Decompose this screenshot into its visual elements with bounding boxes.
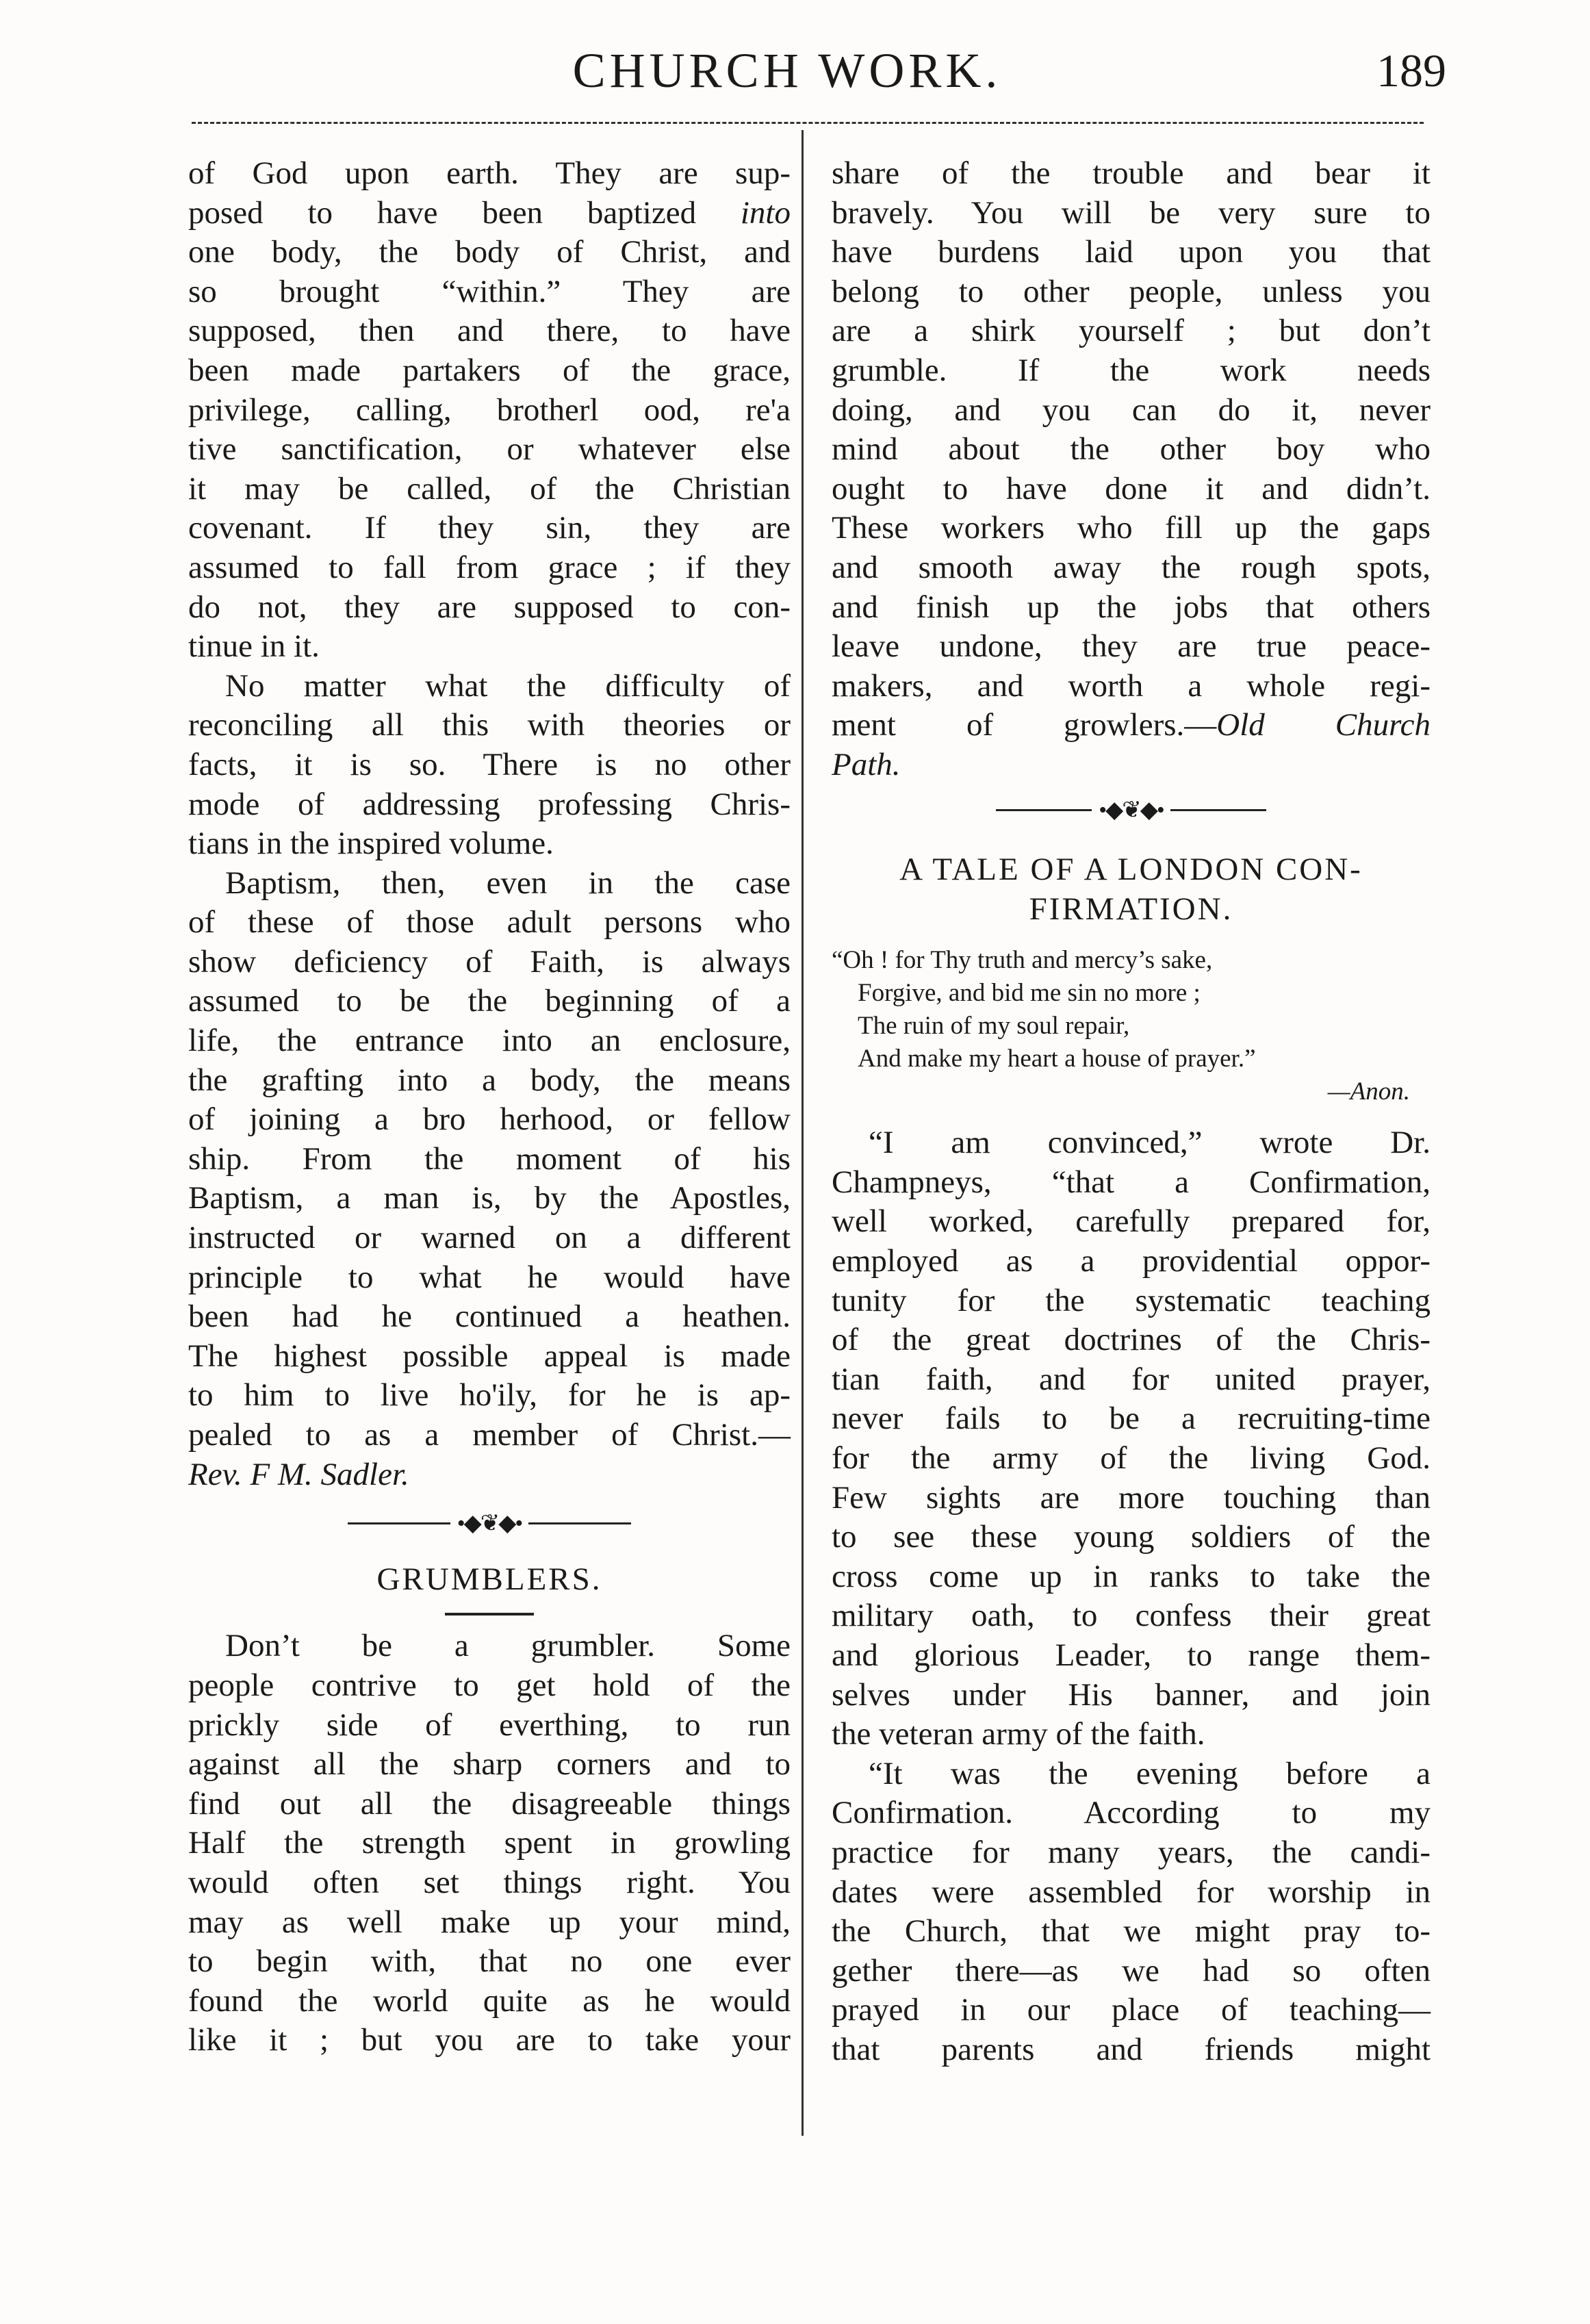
text-line: and glorious Leader, to range them- <box>832 1637 1431 1673</box>
paragraph-baptism-continued <box>188 154 791 667</box>
text-line: instructed or warned on a different <box>188 1220 791 1256</box>
paragraph-grumblers <box>188 1626 791 2060</box>
text-line: doing, and you can do it, never <box>832 392 1431 428</box>
text-line: of God upon earth. They are sup- <box>188 155 791 191</box>
poem-line: Forgive, and bid me sin no more ; <box>858 979 1201 1008</box>
flourish-icon: •◆❦◆• <box>457 1511 522 1537</box>
text-line: share of the trouble and bear it <box>832 155 1431 191</box>
text-line: military oath, to confess their great <box>832 1598 1431 1634</box>
text-line: Baptism, then, even in the case <box>225 865 791 901</box>
ornament-bar <box>528 1522 631 1524</box>
text-line: and finish up the jobs that others <box>832 589 1431 625</box>
text-line: ment of growlers.—Old Church <box>832 707 1431 743</box>
text-line: Champneys, “that a Confirmation, <box>832 1164 1431 1200</box>
paragraph-champneys <box>832 1123 1431 1754</box>
text-line: bravely. You will be very sure to <box>832 194 1431 231</box>
text-line: dates were assembled for worship in <box>832 1874 1431 1910</box>
text-line: to begin with, that no one ever <box>188 1943 791 1980</box>
text-line: one body, the body of Christ, and <box>188 234 791 270</box>
flourish-icon: •◆❦◆• <box>1099 797 1164 823</box>
text-line: grumble. If the work needs <box>832 352 1431 388</box>
emphasis-word: into <box>740 194 791 231</box>
text-line: may as well make up your mind, <box>188 1904 791 1940</box>
text-line: privilege, calling, brotherl ood, re'a <box>188 392 791 428</box>
text-line: makers, and worth a whole regi- <box>832 667 1431 704</box>
poem-line: “Oh ! for Thy truth and mercy’s sake, <box>832 946 1213 975</box>
text-line: tians in the inspired volume. <box>188 826 554 862</box>
text-line: assumed to be the beginning of a <box>188 983 791 1019</box>
text-line: facts, it is so. There is no other <box>188 746 791 782</box>
paragraph-no-matter <box>188 667 791 864</box>
text-line: selves under His banner, and join <box>832 1676 1431 1713</box>
text-line: of these of those adult persons who <box>188 904 791 941</box>
text-line: like it ; but you are to take your <box>188 2022 791 2058</box>
text-line: that parents and friends might <box>832 2031 1431 2067</box>
text-line: show deficiency of Faith, is always <box>188 943 791 980</box>
text-line: the Church, that we might pray to- <box>832 1913 1431 1950</box>
text-line: gether there—as we had so often <box>832 1952 1431 1989</box>
text-line: ought to have done it and didn’t. <box>832 470 1431 507</box>
text-line: Confirmation. According to my <box>832 1795 1431 1831</box>
paragraph-grumblers-continued <box>832 154 1431 785</box>
text-line: to him to live ho'ily, for he is ap- <box>188 1377 791 1414</box>
text-line: pealed to as a member of Christ.— <box>188 1417 791 1453</box>
text-line: belong to other people, unless you <box>832 273 1431 309</box>
text-line: employed as a providential oppor- <box>832 1243 1431 1279</box>
short-rule <box>445 1613 534 1616</box>
text-line: tive sanctification, or whatever else <box>188 431 791 468</box>
text-line: principle to what he would have <box>188 1259 791 1295</box>
text-line: never fails to be a recruiting-time <box>832 1401 1431 1437</box>
heading-tale-line2: FIRMATION. <box>1029 891 1233 927</box>
text-line: prickly side of everthing, to run <box>188 1707 791 1743</box>
source-italic: Old Church <box>1216 707 1431 743</box>
text-line: so brought “within.” They are <box>188 273 791 309</box>
text-line: well worked, carefully prepared for, <box>832 1203 1431 1240</box>
section-ornament <box>832 791 1431 830</box>
text-line: cross come up in ranks to take the <box>832 1558 1431 1594</box>
text-line: practice for many years, the candi- <box>832 1834 1431 1870</box>
text-line: are a shirk yourself ; but don’t <box>832 313 1431 349</box>
text-line: have burdens laid upon you that <box>832 234 1431 270</box>
heading-grumblers: GRUMBLERS. <box>376 1561 602 1597</box>
text-line: tian faith, and for united prayer, <box>832 1361 1431 1397</box>
text-line: mode of addressing professing Chris- <box>188 786 791 822</box>
text-line: The highest possible appeal is made <box>188 1338 791 1374</box>
ornament-bar <box>348 1522 450 1524</box>
text-line: “It was the evening before a <box>869 1755 1431 1791</box>
text-line: of the great doctrines of the Chris- <box>832 1322 1431 1358</box>
text-line: the grafting into a body, the means <box>188 1062 791 1098</box>
text-line: These workers who fill up the gaps <box>832 510 1431 546</box>
text-line: people contrive to get hold of the <box>188 1667 791 1703</box>
text-line: and smooth away the rough spots, <box>832 549 1431 585</box>
paragraph-baptism-then <box>188 864 791 1455</box>
column-divider <box>802 130 804 2136</box>
text-line: to see these young soldiers of the <box>832 1519 1431 1555</box>
text-line: the veteran army of the faith. <box>832 1716 1205 1752</box>
text-line: for the army of the living God. <box>832 1440 1431 1477</box>
section-ornament <box>188 1504 791 1544</box>
text-line: Few sights are more touching than <box>832 1479 1431 1516</box>
text-line: Don’t be a grumbler. Some <box>225 1628 791 1664</box>
text-line: been made partakers of the grace, <box>188 352 791 388</box>
text-line: leave undone, they are true peace- <box>832 628 1431 665</box>
text-line: found the world quite as he would <box>188 1982 791 2019</box>
ornament-bar <box>996 809 1092 811</box>
poem-line: The ruin of my soul repair, <box>858 1012 1130 1040</box>
text-line: posed to have been baptized into <box>188 194 791 231</box>
epigraph-poem <box>832 944 1431 1108</box>
paragraph-evening <box>832 1754 1431 2070</box>
text-line: tinue in it. <box>188 628 320 665</box>
text-line: prayed in our place of teaching— <box>832 1992 1431 2028</box>
running-title: CHURCH WORK. <box>572 43 1002 98</box>
text-line: of joining a bro herhood, or fellow <box>188 1101 791 1138</box>
text-line: mind about the other boy who <box>832 431 1431 468</box>
text-line: Half the strength spent in growling <box>188 1825 791 1861</box>
text-line: covenant. If they sin, they are <box>188 510 791 546</box>
text-line: Path. <box>832 746 901 782</box>
text-line: do not, they are supposed to con- <box>188 589 791 625</box>
right-column <box>832 154 1431 2070</box>
text-line: been had he continued a heathen. <box>188 1299 791 1335</box>
text-line: life, the entrance into an enclosure, <box>188 1023 791 1059</box>
text-line: “I am convinced,” wrote Dr. <box>869 1125 1431 1161</box>
text-line: reconciling all this with theories or <box>188 707 791 743</box>
poem-line: And make my heart a house of prayer.” <box>858 1045 1256 1073</box>
text-line: assumed to fall from grace ; if they <box>188 549 791 585</box>
left-column <box>188 154 791 2060</box>
text-line: would often set things right. You <box>188 1864 791 1900</box>
page-number: 189 <box>1376 44 1446 97</box>
text-line: supposed, then and there, to have <box>188 313 791 349</box>
header-rule <box>192 122 1424 124</box>
text-line: it may be called, of the Christian <box>188 470 791 507</box>
poem-attribution: —Anon. <box>1327 1077 1410 1106</box>
text-line: No matter what the difficulty of <box>225 667 791 704</box>
text-line: Baptism, a man is, by the Apostles, <box>188 1180 791 1216</box>
text-line: find out all the disagreeable things <box>188 1785 791 1822</box>
text-line: tunity for the systematic teaching <box>832 1282 1431 1318</box>
text-line: ship. From the moment of his <box>188 1140 791 1177</box>
heading-tale-line1: A TALE OF A LONDON CON- <box>899 852 1363 888</box>
signature-sadler: Rev. F M. Sadler. <box>188 1456 409 1492</box>
text-line: against all the sharp corners and to <box>188 1746 791 1783</box>
ornament-bar <box>1170 809 1266 811</box>
